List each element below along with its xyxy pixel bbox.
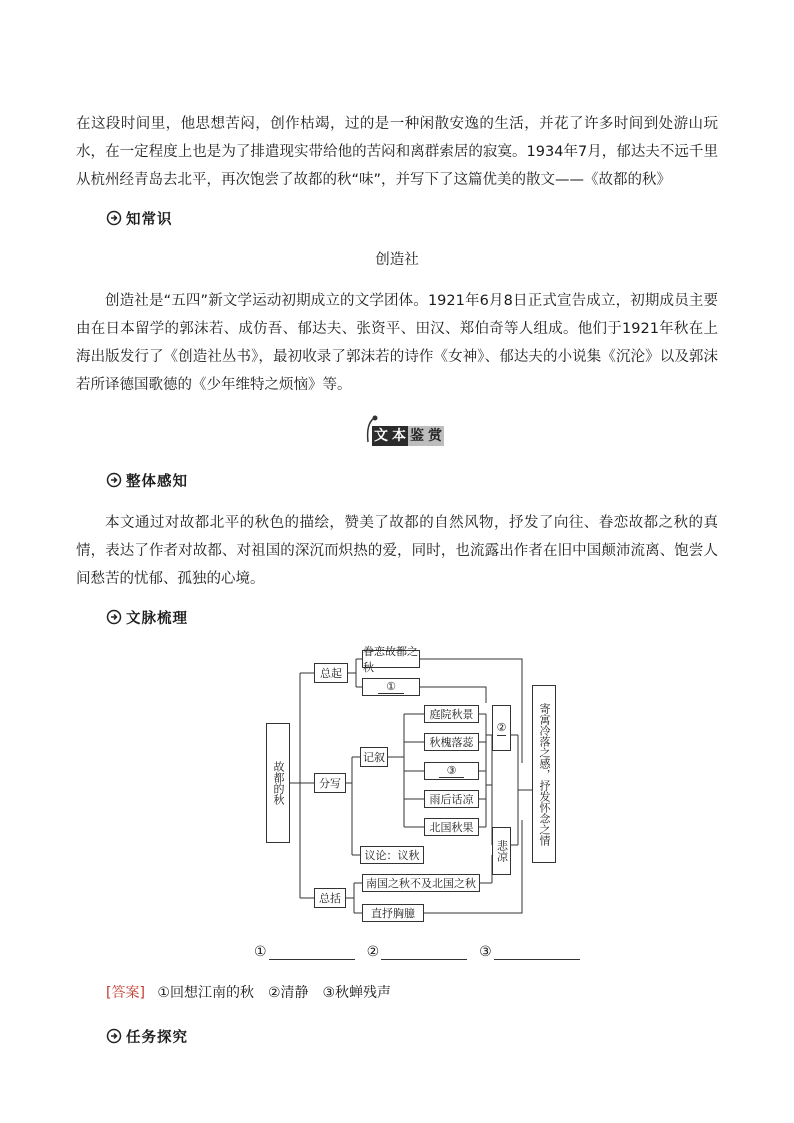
diagram-node-jixu: 记叙 <box>360 747 388 767</box>
diagram-blank-1 <box>362 678 420 696</box>
fill-item <box>254 943 355 960</box>
fill-blank-2[interactable] <box>381 943 467 960</box>
fill-label: ② <box>366 944 380 960</box>
answer-text: ①回想江南的秋 ②清静 ③秋蝉残声 <box>157 985 392 1001</box>
diagram-node-yilun: 议论：议秋 <box>360 846 424 864</box>
fill-label: ③ <box>479 944 492 960</box>
diagram-node-nanguo: 南国之秋不及北国之秋 <box>362 874 480 892</box>
section-overall <box>106 470 188 490</box>
banner-char: 鉴 <box>410 428 424 444</box>
section-title: 任务探究 <box>126 1029 188 1046</box>
diagram-root-node <box>266 723 290 843</box>
section-bullet-icon <box>106 472 122 488</box>
fill-item <box>367 943 468 960</box>
banner-char: 本 <box>392 428 406 444</box>
answer-line <box>106 982 391 1002</box>
diagram-node-zongqi: 总起 <box>314 663 348 683</box>
diagram-node-beiliang-label: 悲凉 <box>495 840 509 862</box>
fill-blank-3[interactable] <box>494 943 580 960</box>
section-bullet-icon <box>106 210 122 226</box>
fill-label: ① <box>254 944 267 960</box>
diagram-node-beiliang <box>492 827 511 875</box>
diagram-node-scene: 北国秋果 <box>424 818 479 836</box>
diagram-node-scene: 秋槐落蕊 <box>424 733 479 751</box>
diagram-blank-2 <box>492 705 511 751</box>
diagram-node-zongkuo: 总括 <box>314 888 346 908</box>
banner-char: 文 <box>374 428 388 444</box>
diagram-root-label: 故都的秋 <box>272 761 285 805</box>
diagram-node-conclusion-label: 寄寓冷落之感，抒发怀念之情 <box>538 702 551 846</box>
diagram-node-juanlian <box>362 645 420 674</box>
section-task <box>106 1026 188 1046</box>
fill-in-row <box>254 943 592 960</box>
diagram-blank-1-label: ① <box>378 680 404 694</box>
diagram-node-fenxie: 分写 <box>314 773 346 793</box>
text-appreciation-banner <box>362 414 466 450</box>
knowledge-paragraph: 创造社是“五四”新文学运动初期成立的文学团体。1921年6月8日正式宣告成立，初期成员主要由在日本留学的郭沫若、成仿吾、郁达夫、张资平、田汉、郑伯奇等人组成。他们于1921年秋在上海出版发行了《创造社丛书》，最初收录了郭沫若的诗作《女神》、郁达夫的小说集《沉沦》以及郭沫若所译德国歌德的《少年维特之烦恼》等。 <box>76 293 718 393</box>
section-bullet-icon <box>106 609 122 625</box>
diagram-node-zhishu: 直抒胸臆 <box>362 904 424 922</box>
structure-diagram <box>260 645 570 925</box>
diagram-blank-3 <box>424 762 479 780</box>
diagram-blank-2-label: ② <box>496 720 507 734</box>
diagram-node-conclusion <box>532 685 556 863</box>
section-title: 文脉梳理 <box>126 610 188 627</box>
section-structure <box>106 607 188 627</box>
diagram-blank-3-label: ③ <box>439 764 465 778</box>
intro-paragraph: 在这段时间里，他思想苦闷，创作枯竭，过的是一种闲散安逸的生活，并花了许多时间到处游山玩水，在一定程度上也是为了排遣现实带给他的苦闷和离群索居的寂寞。1934年7月，郁达夫不远千里从杭州经青岛去北平，再次饱尝了故都的秋“味”，并写下了这篇优美的散文——《故都的秋》 <box>76 116 718 188</box>
diagram-node-juanlian-label: 眷恋故都之秋 <box>363 645 418 674</box>
section-bullet-icon <box>106 1028 122 1044</box>
section-title: 整体感知 <box>126 473 188 490</box>
diagram-node-scene: 雨后话凉 <box>424 790 479 808</box>
overall-paragraph: 本文通过对故都北平的秋色的描绘，赞美了故都的自然风物，抒发了向往、眷恋故都之秋的真情，表达了作者对故都、对祖国的深沉而炽热的爱，同时，也流露出作者在旧中国颠沛流离、饱尝人间愁苦的忧郁、孤独的心境。 <box>76 515 718 587</box>
banner-char: 赏 <box>428 428 442 444</box>
answer-label: [答案] <box>106 985 145 1001</box>
knowledge-title: 创造社 <box>375 252 419 268</box>
section-knowledge <box>106 208 173 228</box>
fill-blank-1[interactable] <box>269 943 355 960</box>
section-title: 知常识 <box>126 211 173 228</box>
diagram-node-scene: 庭院秋景 <box>424 705 479 723</box>
fill-item <box>479 943 580 960</box>
